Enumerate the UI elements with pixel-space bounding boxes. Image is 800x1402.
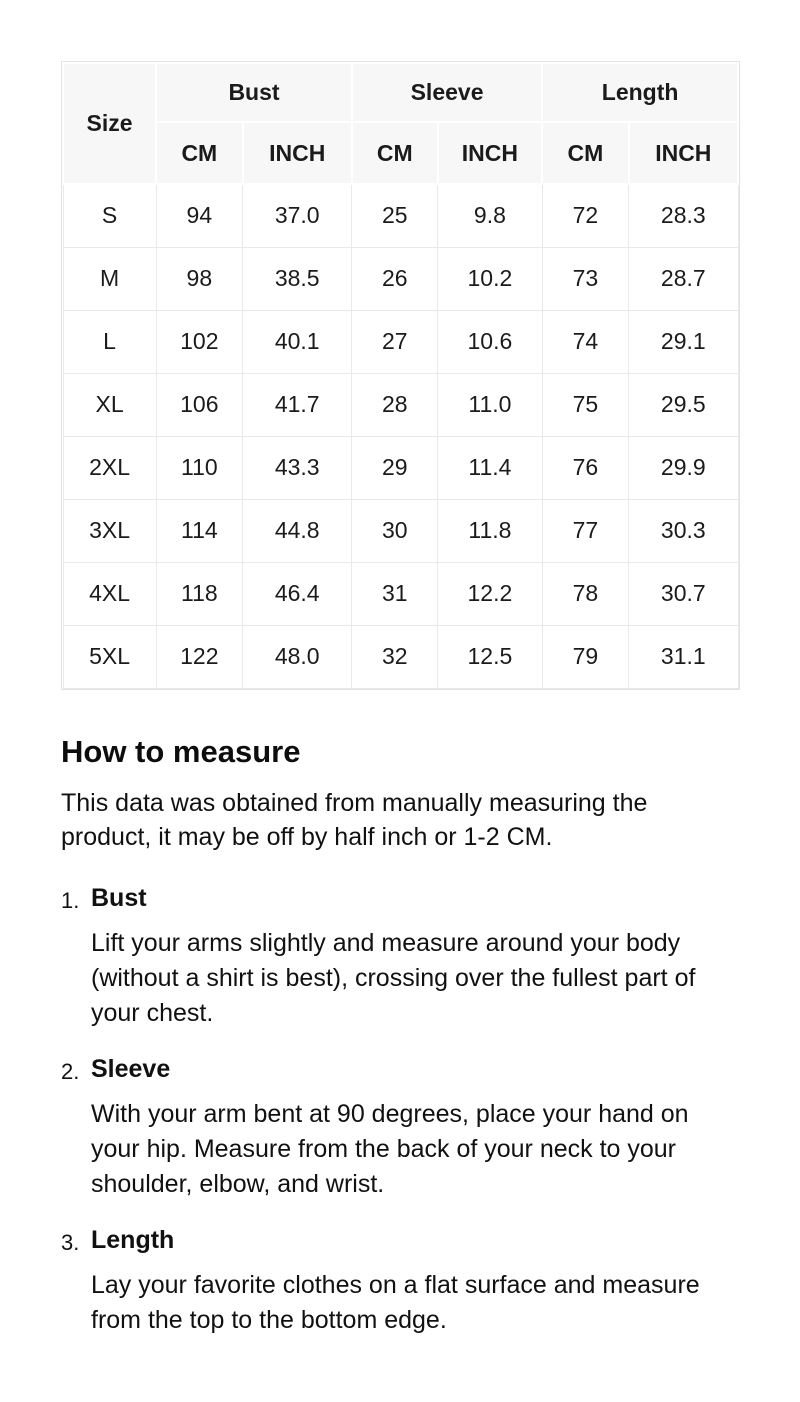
table-row-4xl (63, 562, 738, 625)
size-chart-table-container (61, 61, 740, 690)
step-title-bust: Bust (91, 883, 147, 912)
length-inch-cell: 31.1 (629, 625, 738, 688)
length-inch-cell: 29.5 (629, 373, 738, 436)
length-inch-cell: 30.7 (629, 562, 738, 625)
table-row-m (63, 247, 738, 310)
length-inch-cell: 28.3 (629, 184, 738, 247)
column-group-bust: Bust (156, 63, 352, 122)
sleeve-cm-cell: 32 (352, 625, 438, 688)
bust-inch-cell: 44.8 (243, 499, 352, 562)
sleeve-cm-cell: 25 (352, 184, 438, 247)
table-row-5xl (63, 625, 738, 688)
size-cell: 2XL (63, 436, 156, 499)
bust-cm-cell: 118 (156, 562, 242, 625)
sleeve-cm-cell: 27 (352, 310, 438, 373)
length-cm-cell: 75 (542, 373, 628, 436)
length-cm-cell: 78 (542, 562, 628, 625)
measure-step-sleeve (61, 1055, 740, 1212)
step-number: 2. (61, 1058, 80, 1084)
table-row-3xl (63, 499, 738, 562)
measure-step-bust (61, 884, 740, 1041)
length-cm-cell: 79 (542, 625, 628, 688)
bust-cm-cell: 114 (156, 499, 242, 562)
bust-inch-cell: 37.0 (243, 184, 352, 247)
measure-step-length (61, 1226, 740, 1348)
length-cm-cell: 76 (542, 436, 628, 499)
bust-inch-cell: 48.0 (243, 625, 352, 688)
column-header-bust-inch: INCH (243, 122, 352, 184)
sleeve-cm-cell: 28 (352, 373, 438, 436)
table-row-xl (63, 373, 738, 436)
step-description-length: Lay your favorite clothes on a flat surface and measure from the top to the bottom edge. (91, 1270, 700, 1334)
measure-steps-list (61, 884, 740, 1348)
step-description-sleeve: With your arm bent at 90 degrees, place your hand on your hip. Measure from the back of your neck to your shoulder, elbow, and wrist. (91, 1099, 689, 1198)
length-cm-cell: 72 (542, 184, 628, 247)
sleeve-inch-cell: 10.2 (438, 247, 543, 310)
bust-inch-cell: 40.1 (243, 310, 352, 373)
step-body (91, 884, 740, 1041)
step-number: 1. (61, 887, 80, 913)
how-to-measure-heading: How to measure (61, 733, 301, 769)
size-chart-table (62, 62, 739, 689)
length-inch-cell: 29.1 (629, 310, 738, 373)
bust-inch-cell: 41.7 (243, 373, 352, 436)
length-inch-cell: 29.9 (629, 436, 738, 499)
size-cell: L (63, 310, 156, 373)
bust-inch-cell: 38.5 (243, 247, 352, 310)
sleeve-cm-cell: 26 (352, 247, 438, 310)
column-header-length-cm: CM (542, 122, 628, 184)
sleeve-cm-cell: 29 (352, 436, 438, 499)
step-description-bust: Lift your arms slightly and measure around your body (without a shirt is best), crossing over the fullest part of your chest. (91, 928, 696, 1027)
column-group-sleeve: Sleeve (352, 63, 542, 122)
sleeve-cm-cell: 31 (352, 562, 438, 625)
length-inch-cell: 30.3 (629, 499, 738, 562)
sleeve-inch-cell: 11.0 (438, 373, 543, 436)
sleeve-inch-cell: 11.8 (438, 499, 543, 562)
size-cell: 5XL (63, 625, 156, 688)
table-group-header-row (63, 63, 738, 122)
step-title-sleeve: Sleeve (91, 1054, 171, 1083)
step-title-length: Length (91, 1225, 175, 1254)
column-header-length-inch: INCH (629, 122, 738, 184)
column-header-size: Size (63, 63, 156, 184)
size-cell: M (63, 247, 156, 310)
bust-cm-cell: 122 (156, 625, 242, 688)
column-header-sleeve-cm: CM (352, 122, 438, 184)
step-body (91, 1055, 740, 1212)
measure-intro-text: This data was obtained from manually measuring the product, it may be off by half inch or 1-2 CM. (61, 788, 648, 851)
size-cell: XL (63, 373, 156, 436)
bust-cm-cell: 106 (156, 373, 242, 436)
size-cell: 4XL (63, 562, 156, 625)
sleeve-cm-cell: 30 (352, 499, 438, 562)
sleeve-inch-cell: 11.4 (438, 436, 543, 499)
column-group-length: Length (542, 63, 738, 122)
bust-cm-cell: 94 (156, 184, 242, 247)
bust-cm-cell: 110 (156, 436, 242, 499)
bust-cm-cell: 98 (156, 247, 242, 310)
sleeve-inch-cell: 12.2 (438, 562, 543, 625)
step-body (91, 1226, 740, 1348)
length-cm-cell: 77 (542, 499, 628, 562)
column-header-bust-cm: CM (156, 122, 242, 184)
bust-inch-cell: 46.4 (243, 562, 352, 625)
table-row-2xl (63, 436, 738, 499)
size-cell: 3XL (63, 499, 156, 562)
bust-cm-cell: 102 (156, 310, 242, 373)
table-unit-header-row (63, 122, 738, 184)
column-header-sleeve-inch: INCH (438, 122, 543, 184)
length-inch-cell: 28.7 (629, 247, 738, 310)
step-number: 3. (61, 1229, 80, 1255)
length-cm-cell: 74 (542, 310, 628, 373)
sleeve-inch-cell: 12.5 (438, 625, 543, 688)
sleeve-inch-cell: 9.8 (438, 184, 543, 247)
sleeve-inch-cell: 10.6 (438, 310, 543, 373)
length-cm-cell: 73 (542, 247, 628, 310)
table-row-s (63, 184, 738, 247)
table-row-l (63, 310, 738, 373)
bust-inch-cell: 43.3 (243, 436, 352, 499)
size-cell: S (63, 184, 156, 247)
